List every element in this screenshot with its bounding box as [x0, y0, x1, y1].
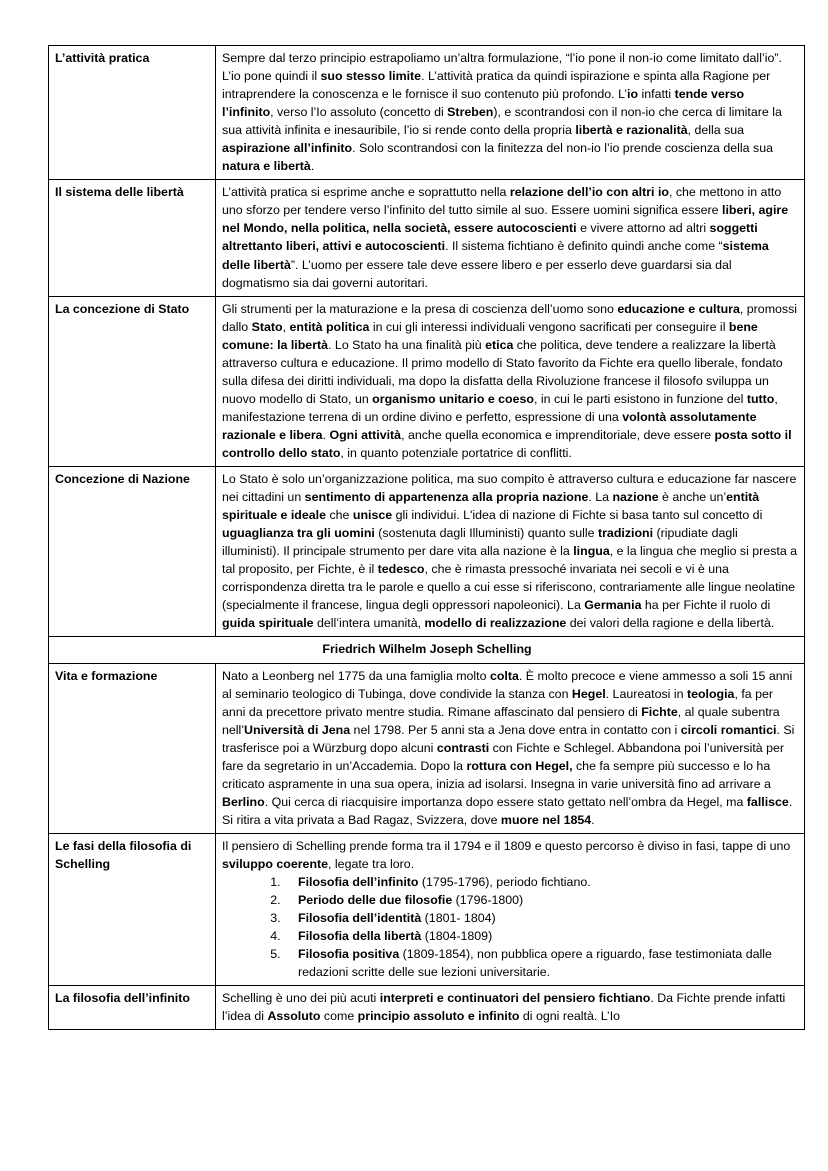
notes-table: [48, 45, 805, 1030]
row-label: Il sistema delle libertà: [49, 180, 216, 296]
table-row: [49, 833, 805, 985]
row-paragraph: Gli strumenti per la maturazione e la presa di coscienza dell’uomo sono educazione e cultura, promossi dallo Stato, entità politica in cui gli interessi individuali vengono sacrificati per conseguire il bene comune: la libertà. Lo Stato ha una finalità più etica che politica, deve tendere a realizzare la libertà attraverso cultura e educazione. Il primo modello di Stato favorito da Fichte era quello liberale, fondato sulla difesa dei diritti individuali, ma dopo la disfatta della Rivoluzione francese il filosofo sviluppa un nuovo modello di Stato, un organismo unitario e coeso, in cui le parti esistono in funzione del tutto, manifestazione terrena di un ordine divino e perfetto, espressione di una volontà assolutamente razionale e libera. Ogni attività, anche quella economica e imprenditoriale, deve essere posta sotto il controllo dello stato, in quanto potenziale portatrice di conflitti.: [222, 301, 798, 460]
phases-list: [222, 873, 799, 981]
list-item: 3. Filosofia dell’identità (1801- 1804): [284, 909, 799, 927]
row-body: [216, 296, 805, 466]
row-label: La concezione di Stato: [49, 296, 216, 466]
row-paragraph: Nato a Leonberg nel 1775 da una famiglia molto colta. È molto precoce e viene ammesso a soli 15 anni al seminario teologico di Tubinga, dove condivide la stanza con Hegel. Laureatosi in teologia, fa per anni da precettore privato mentre studia. Rimane affascinato dal pensiero di Fichte, al quale subentra nell’Università di Jena nel 1798. Per 5 anni sta a Jena dove entra in contatto con i circoli romantici. Si trasferisce poi a Würzburg dopo alcuni contrasti con Fichte e Schlegel. Abbandona poi l’università per fare da segretario in un’Accademia. Dopo la rottura con Hegel, che fa sempre più successo e lo ha criticato aspramente in una sua opera, inizia ad isolarsi. Insegna in varie università fino ad arrivare a Berlino. Qui cerca di riacquisire importanza dopo essere stato gettato nell’ombra da Hegel, ma fallisce. Si ritira a vita privata a Bad Ragaz, Svizzera, dove muore nel 1854.: [222, 668, 795, 827]
list-item: 5. Filosofia positiva (1809-1854), non pubblica opere a riguardo, fase testimoniata dalle redazioni scritte delle sue lezioni universitarie.: [284, 945, 799, 981]
row-paragraph: Il pensiero di Schelling prende forma tra il 1794 e il 1809 e questo percorso è diviso in fasi, tappe di uno sviluppo coerente, legate tra loro.: [222, 838, 791, 871]
row-body: [216, 467, 805, 637]
table-row: [49, 296, 805, 466]
list-item: 4. Filosofia della libertà (1804-1809): [284, 927, 799, 945]
table-row: [49, 663, 805, 833]
row-paragraph: Sempre dal terzo principio estrapoliamo un’altra formulazione, “l’io pone il non-io come limitato dall’io”. L’io pone quindi il suo stesso limite. L’attività pratica da quindi ispirazione e spinta alla Ragione per intraprendere la conoscenza e le fornisce il suo contenuto più profondo. L’io infatti tende verso l’infinito, verso l’Io assoluto (concetto di Streben), e scontrandosi con il non-io che cerca di limitare la sua attività infinita e inesauribile, l’io si rende conto della propria libertà e razionalità, della sua aspirazione all’infinito. Solo scontrandosi con la finitezza del non-io l’io prende coscienza della sua natura e libertà.: [222, 51, 782, 174]
row-body: [216, 663, 805, 833]
row-label: Le fasi della filosofia di Schelling: [49, 833, 216, 985]
row-label: Concezione di Nazione: [49, 467, 216, 637]
notes-table-body: [49, 46, 805, 1030]
list-item: 2. Periodo delle due filosofie (1796-1800): [284, 891, 799, 909]
table-row: [49, 986, 805, 1030]
section-header-row: [49, 637, 805, 663]
row-paragraph: Lo Stato è solo un’organizzazione politica, ma suo compito è attraverso cultura e educazione far nascere nei cittadini un sentimento di appartenenza alla propria nazione. La nazione è anche un’entità spirituale e ideale che unisce gli individui. L'idea di nazione di Fichte si basa tanto sul concetto di uguaglianza tra gli uomini (sostenuta dagli Illuministi) quanto sulle tradizioni (ripudiate dagli illuministi). Il principale strumento per dare vita alla nazione è la lingua, e la lingua che meglio si presta a tal proposito, per Fichte, è il tedesco, che è rimasta pressoché invariata nei secoli e vi è una corrispondenza diretta tra le parole e quello a cui esse si riferiscono, contrariamente alle lingue neolatine (specialmente il francese, lingua degli oppressori napoleonici). La Germania ha per Fichte il ruolo di guida spirituale dell’intera umanità, modello di realizzazione dei valori della ragione e della libertà.: [222, 472, 798, 631]
table-row: [49, 46, 805, 180]
row-body: [216, 986, 805, 1030]
table-row: [49, 467, 805, 637]
section-header-title: Friedrich Wilhelm Joseph Schelling: [49, 637, 805, 663]
table-row: [49, 180, 805, 296]
row-body: [216, 833, 805, 985]
row-paragraph: Schelling è uno dei più acuti interpreti e continuatori del pensiero fichtiano. Da Fichte prende infatti l’idea di Assoluto come principio assoluto e infinito di ogni realtà. L’Io: [222, 991, 786, 1024]
list-item: 1. Filosofia dell’infinito (1795-1796), periodo fichtiano.: [284, 873, 799, 891]
row-label: La filosofia dell’infinito: [49, 986, 216, 1030]
row-body: [216, 46, 805, 180]
row-label: L’attività pratica: [49, 46, 216, 180]
row-label: Vita e formazione: [49, 663, 216, 833]
row-body: [216, 180, 805, 296]
row-paragraph: L’attività pratica si esprime anche e soprattutto nella relazione dell’io con altri io, che mettono in atto uno sforzo per tendere verso l’infinito del tutto simile al suo. Essere uomini significa essere liberi, agire nel Mondo, nella politica, nella società, essere autocoscienti e vivere attorno ad altri soggetti altrettanto liberi, attivi e autocoscienti. Il sistema fichtiano è definito quindi anche come “sistema delle libertà”. L’uomo per essere tale deve essere libero e per esserlo deve guardarsi sia dal dogmatismo sia dai governi autoritari.: [222, 185, 789, 290]
